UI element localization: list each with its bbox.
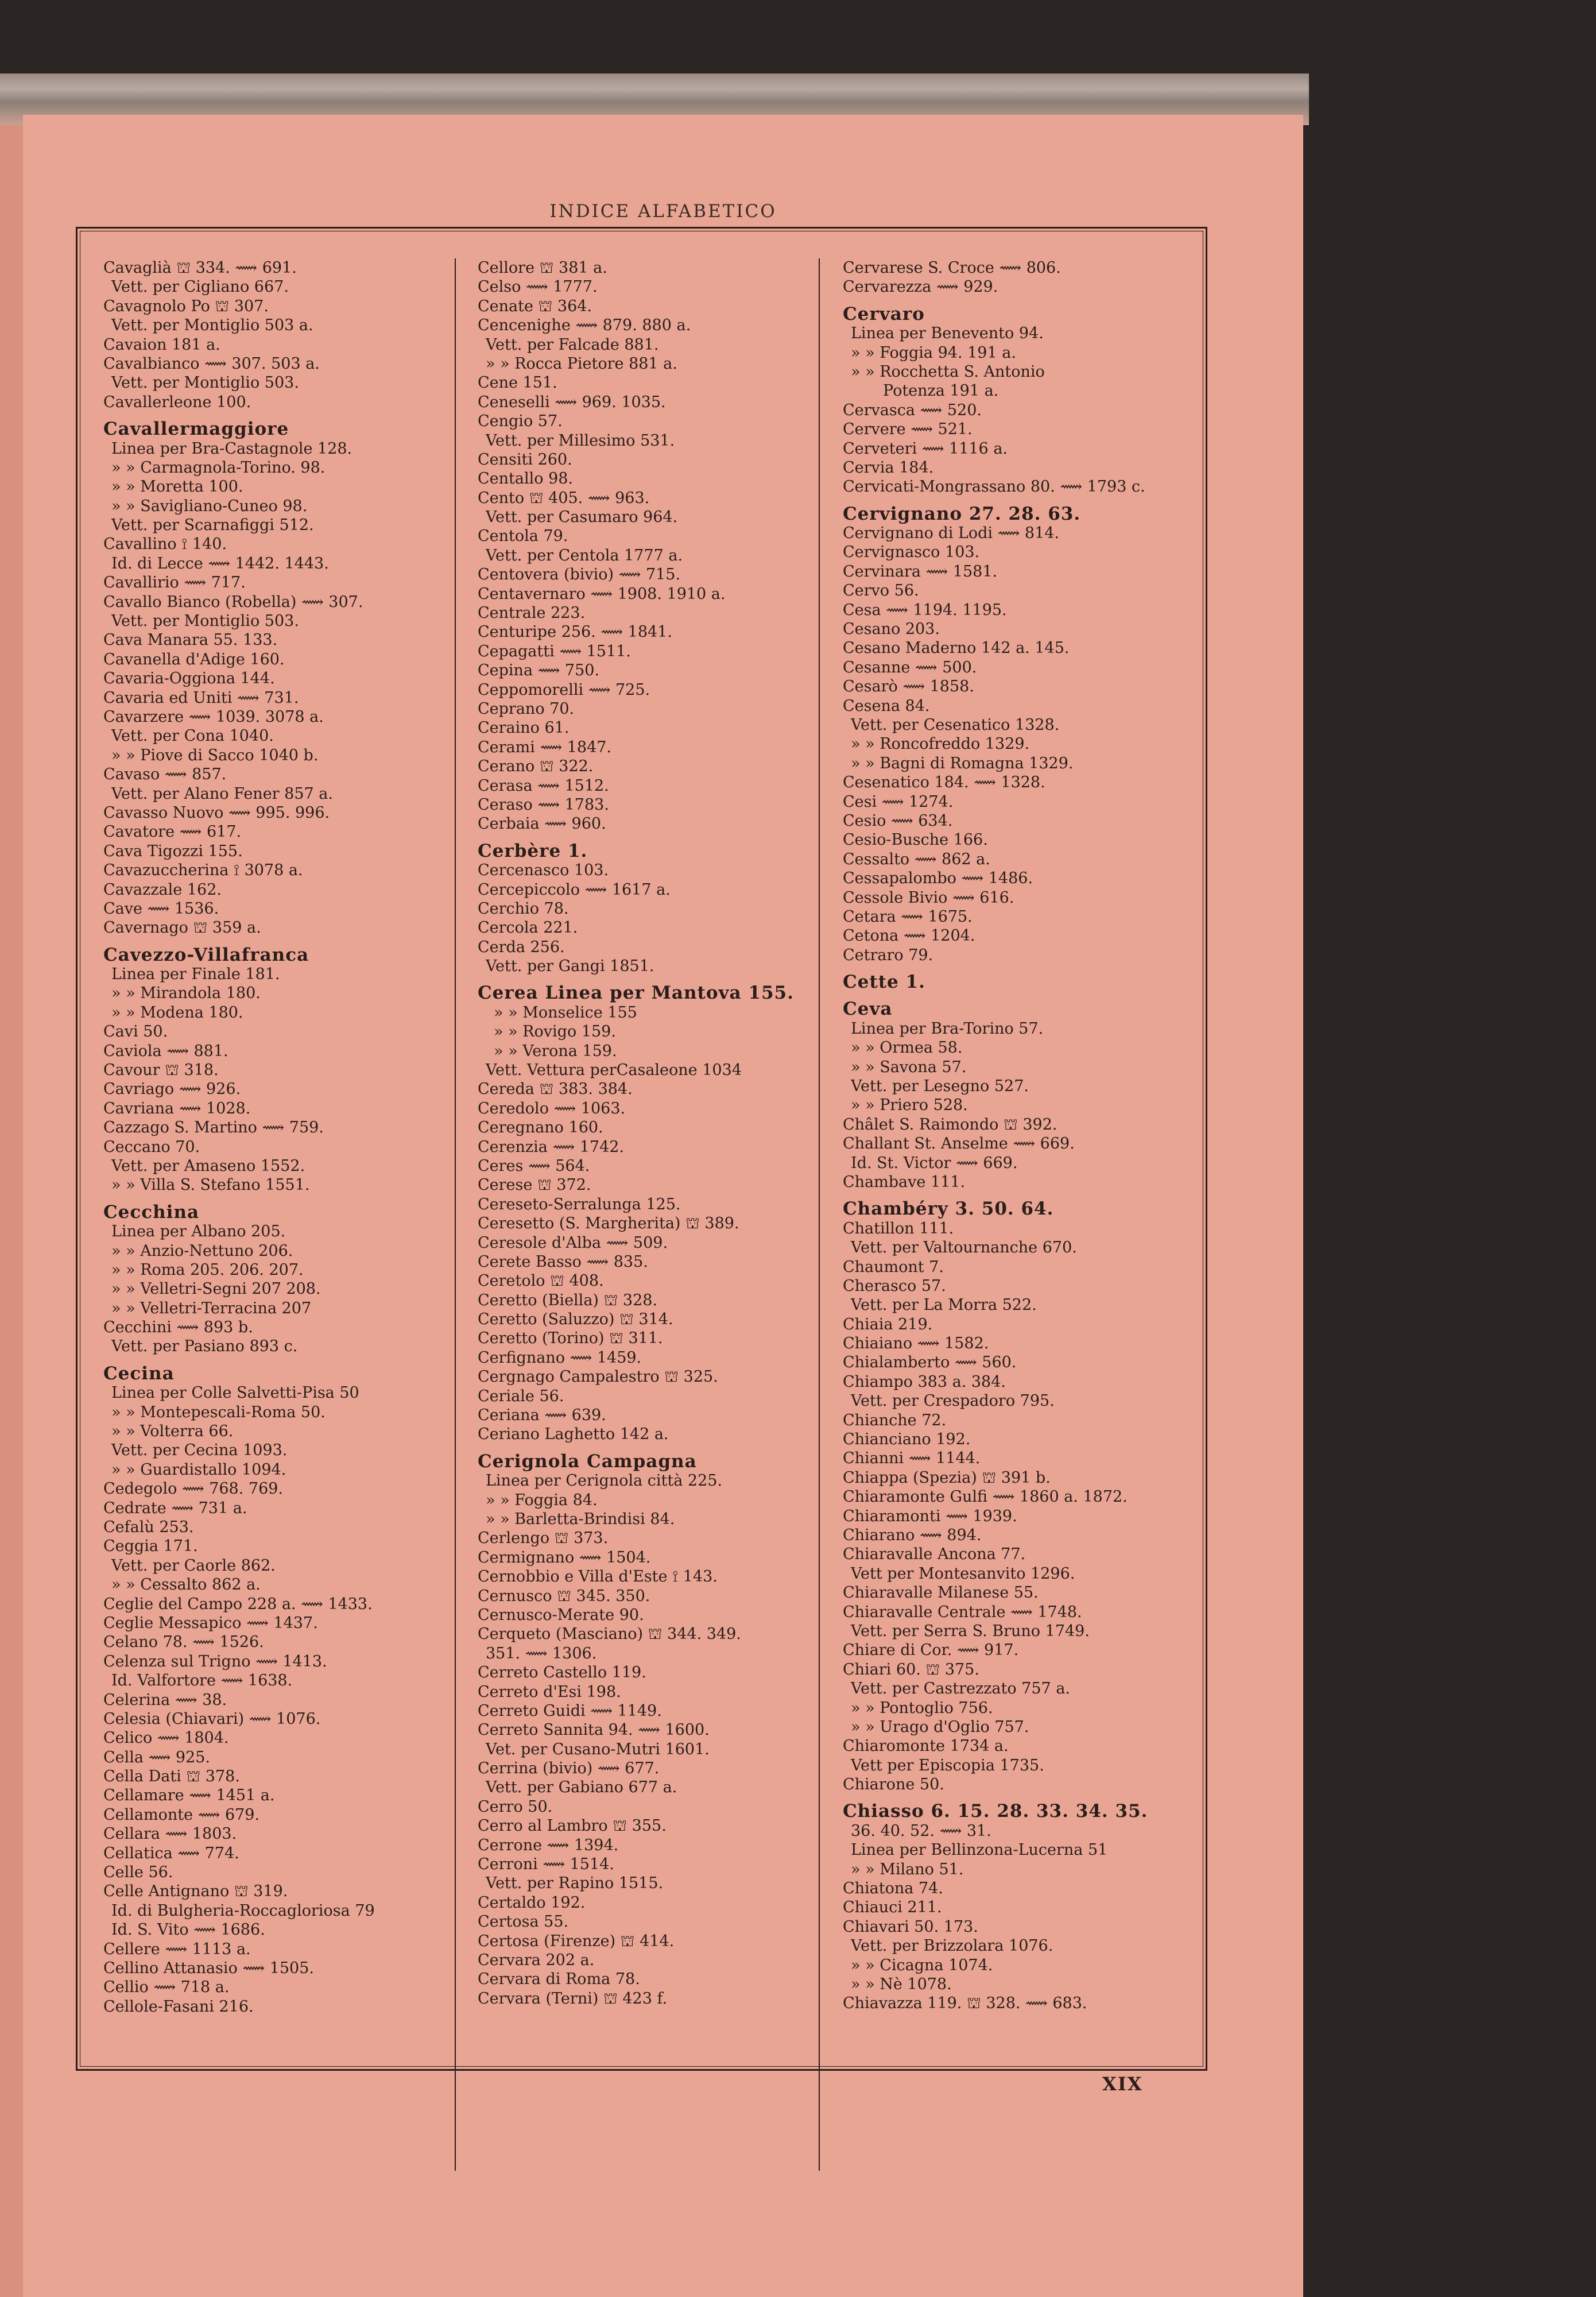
- index-entry: Vett. per Centola 1777 a.: [486, 546, 683, 564]
- index-entry: Vett. per Cona 1040.: [111, 727, 274, 745]
- index-entry: » » Carmagnola-Torino. 98.: [111, 458, 326, 477]
- index-heading: Cerea Linea per Mantova 155.: [478, 984, 794, 1003]
- index-entry: Cellamare ⟿ 1451 a.: [103, 1786, 275, 1805]
- index-entry: Cessalto ⟿ 862 a.: [843, 850, 990, 868]
- index-entry: Cercenasco 103.: [478, 861, 609, 880]
- index-entry: Cesio-Busche 166.: [843, 831, 988, 849]
- index-entry: Ceppomorelli ⟿ 725.: [478, 680, 650, 699]
- index-entry: Ceriano Laghetto 142 a.: [478, 1425, 669, 1444]
- index-entry: » » Roncofreddo 1329.: [851, 735, 1030, 753]
- index-entry: Chiaia 219.: [843, 1315, 933, 1333]
- index-entry: Linea per Albano 205.: [111, 1223, 286, 1241]
- index-entry: Ceres ⟿ 564.: [478, 1157, 590, 1175]
- index-entry: Caviola ⟿ 881.: [103, 1042, 228, 1060]
- index-entry: Cesarò ⟿ 1858.: [843, 678, 974, 696]
- index-entry: Cavour ⛫ 318.: [103, 1061, 219, 1080]
- index-entry: Cervarezza ⟿ 929.: [843, 278, 998, 296]
- index-entry: Chiaramonte Gulfi ⟿ 1860 a. 1872.: [843, 1488, 1128, 1506]
- index-entry: Vett. per Millesimo 531.: [486, 431, 675, 450]
- index-entry: Cavernago ⛫ 359 a.: [103, 919, 261, 937]
- index-entry: Chiaiano ⟿ 1582.: [843, 1335, 989, 1353]
- index-entry: Cene 151.: [478, 374, 557, 392]
- index-entry: Cerchio 78.: [478, 899, 569, 918]
- index-entry: Cavriana ⟿ 1028.: [103, 1099, 251, 1117]
- index-entry: Celso ⟿ 1777.: [478, 278, 598, 296]
- index-entry: » » Monselice 155: [494, 1003, 637, 1022]
- index-heading: Cecchina: [103, 1202, 200, 1223]
- index-entry: Chiaramonti ⟿ 1939.: [843, 1507, 1017, 1525]
- index-entry: Chialamberto ⟿ 560.: [843, 1354, 1017, 1372]
- index-entry: Cerfignano ⟿ 1459.: [478, 1348, 642, 1367]
- index-entry: » » Foggia 84.: [486, 1491, 598, 1509]
- index-entry: Ceretto (Biella) ⛫ 328.: [478, 1291, 658, 1309]
- index-entry: Cavanella d'Adige 160.: [103, 650, 285, 668]
- index-entry: Ceprano 70.: [478, 699, 575, 718]
- index-entry: Cessole Bivio ⟿ 616.: [843, 888, 1014, 907]
- index-entry: Cernusco-Merate 90.: [478, 1606, 644, 1624]
- index-entry: Chiare di Cor. ⟿ 917.: [843, 1641, 1019, 1660]
- index-entry: Centavernaro ⟿ 1908. 1910 a.: [478, 585, 726, 603]
- index-entry: Ceresole d'Alba ⟿ 509.: [478, 1233, 668, 1252]
- index-entry: Cefalù 253.: [103, 1518, 194, 1536]
- index-entry: Centallo 98.: [478, 470, 574, 488]
- index-entry: Chiatona 74.: [843, 1880, 943, 1898]
- index-entry: Centola 79.: [478, 527, 568, 546]
- index-entry: Cavaso ⟿ 857.: [103, 765, 227, 784]
- index-entry: Cervere ⟿ 521.: [843, 420, 973, 439]
- index-entry: Cerenzia ⟿ 1742.: [478, 1138, 625, 1156]
- index-entry: Celico ⟿ 1804.: [103, 1729, 229, 1747]
- index-entry: » » Foggia 94. 191 a.: [851, 343, 1016, 362]
- index-entry: Cetara ⟿ 1675.: [843, 907, 973, 926]
- book-page: [23, 115, 1303, 2297]
- index-entry: » » Anzio-Nettuno 206.: [111, 1242, 293, 1260]
- index-entry: Ceggia 171.: [103, 1537, 198, 1556]
- index-entry: Celesia (Chiavari) ⟿ 1076.: [103, 1710, 321, 1728]
- index-entry: Cella ⟿ 925.: [103, 1748, 210, 1766]
- index-entry: Cerrone ⟿ 1394.: [478, 1836, 619, 1854]
- index-entry: Vett. per Rapino 1515.: [486, 1874, 664, 1893]
- index-entry: Vett. per Montiglio 503.: [111, 612, 299, 631]
- index-entry: Cervarese S. Croce ⟿ 806.: [843, 259, 1061, 277]
- index-entry: Cereseto-Serralunga 125.: [478, 1195, 681, 1213]
- index-entry: Chiampo 383 a. 384.: [843, 1372, 1006, 1391]
- index-entry: Cervasca ⟿ 520.: [843, 401, 982, 419]
- index-heading: Cervignano 27. 28. 63.: [843, 504, 1081, 524]
- index-entry: Vett. per La Morra 522.: [851, 1296, 1037, 1314]
- index-entry: » » Savona 57.: [851, 1058, 967, 1076]
- index-entry: » » Montepescali-Roma 50.: [111, 1403, 326, 1421]
- index-entry: Chiauci 211.: [843, 1898, 942, 1917]
- index-entry: Ceretto (Torino) ⛫ 311.: [478, 1329, 663, 1348]
- index-entry: Chianciano 192.: [843, 1430, 971, 1449]
- index-entry: Cerveteri ⟿ 1116 a.: [843, 439, 1008, 458]
- index-entry: Cervo 56.: [843, 582, 919, 600]
- index-entry: Ceraso ⟿ 1783.: [478, 795, 609, 814]
- index-entry: Id. Valfortore ⟿ 1638.: [111, 1672, 293, 1690]
- index-entry: Ceraino 61.: [478, 719, 570, 737]
- index-entry: Cerro al Lambro ⛫ 355.: [478, 1817, 667, 1835]
- index-entry: Cavallerleone 100.: [103, 393, 251, 411]
- index-entry: Cerami ⟿ 1847.: [478, 738, 612, 756]
- index-entry: » » Barletta-Brindisi 84.: [486, 1510, 675, 1528]
- index-entry: Chiaravalle Milanese 55.: [843, 1584, 1039, 1602]
- index-entry: Cernusco ⛫ 345. 350.: [478, 1587, 650, 1605]
- index-entry: Cerete Basso ⟿ 835.: [478, 1252, 648, 1271]
- index-entry: Ceredolo ⟿ 1063.: [478, 1099, 626, 1117]
- index-entry: Chiaravalle Centrale ⟿ 1748.: [843, 1603, 1082, 1621]
- index-entry: » » Savigliano-Cuneo 98.: [111, 497, 308, 515]
- index-entry: Centuripe 256. ⟿ 1841.: [478, 623, 672, 641]
- index-entry: Cervia 184.: [843, 458, 934, 477]
- index-heading: Cervaro: [843, 304, 925, 324]
- index-heading: Cavezzo-Villafranca: [103, 945, 309, 965]
- index-entry: Cellole-Fasani 216.: [103, 1997, 254, 2016]
- index-entry: Id. S. Vito ⟿ 1686.: [111, 1921, 265, 1939]
- index-heading: Cerignola Campagna: [478, 1452, 697, 1472]
- index-entry: Ceriale 56.: [478, 1387, 564, 1405]
- index-entry: Cerreto Sannita 94. ⟿ 1600.: [478, 1721, 710, 1739]
- index-entry: Linea per Bellinzona-Lucerna 51: [851, 1841, 1108, 1859]
- index-entry: Ceretto (Saluzzo) ⛫ 314.: [478, 1310, 673, 1329]
- index-entry: Cecchini ⟿ 893 b.: [103, 1318, 253, 1337]
- index-entry: Cavi 50.: [103, 1023, 168, 1041]
- index-entry: Cellino Attanasio ⟿ 1505.: [103, 1959, 314, 1977]
- index-entry: Cerrina (bivio) ⟿ 677.: [478, 1760, 660, 1778]
- index-entry: Cerreto Castello 119.: [478, 1664, 646, 1682]
- index-entry: Cervicati-Mongrassano 80. ⟿ 1793 c.: [843, 478, 1145, 496]
- index-entry: Chianni ⟿ 1144.: [843, 1449, 981, 1468]
- index-heading: Ceva: [843, 1000, 893, 1019]
- index-entry: Cerqueto (Masciano) ⛫ 344. 349.: [478, 1625, 741, 1644]
- index-entry: » » Bagni di Romagna 1329.: [851, 754, 1074, 772]
- index-entry: Ceglie del Campo 228 a. ⟿ 1433.: [103, 1595, 373, 1613]
- index-entry: Vett. per Gangi 1851.: [486, 957, 654, 976]
- index-entry: Cerro 50.: [478, 1797, 553, 1816]
- index-entry: » » Milano 51.: [851, 1860, 964, 1878]
- index-column-2: [455, 258, 818, 2171]
- index-entry: Cerroni ⟿ 1514.: [478, 1855, 614, 1874]
- index-entry: Vett. per Cigliano 667.: [111, 278, 289, 296]
- index-entry: Celerina ⟿ 38.: [103, 1691, 227, 1709]
- index-entry: Cergnago Campalestro ⛫ 325.: [478, 1368, 718, 1386]
- index-entry: » » Priero 528.: [851, 1096, 968, 1115]
- index-entry: Cessapalombo ⟿ 1486.: [843, 869, 1033, 888]
- index-entry: Cave ⟿ 1536.: [103, 899, 219, 918]
- index-entry: » » Modena 180.: [111, 1003, 243, 1022]
- index-heading: Chambéry 3. 50. 64.: [843, 1200, 1054, 1219]
- index-entry: Cermignano ⟿ 1504.: [478, 1548, 651, 1567]
- index-entry: Vett per Montesanvito 1296.: [851, 1564, 1075, 1583]
- index-entry: Chianche 72.: [843, 1411, 947, 1429]
- index-entry: Chiaromonte 1734 a.: [843, 1737, 1009, 1755]
- index-entry: Vett. per Cesenatico 1328.: [851, 716, 1060, 734]
- index-entry: Cavaria-Oggiona 144.: [103, 670, 275, 688]
- index-entry: Challant St. Anselme ⟿ 669.: [843, 1135, 1075, 1153]
- index-entry: Cetona ⟿ 1204.: [843, 927, 975, 945]
- index-heading: Cette 1.: [843, 973, 925, 992]
- index-entry: » » Piove di Sacco 1040 b.: [111, 746, 319, 764]
- index-entry: Cavasso Nuovo ⟿ 995. 996.: [103, 803, 330, 822]
- index-entry: » » Nè 1078.: [851, 1975, 952, 1993]
- index-entry: Cesa ⟿ 1194. 1195.: [843, 601, 1007, 619]
- index-entry: Cellere ⟿ 1113 a.: [103, 1940, 251, 1958]
- index-entry: Cerano ⛫ 322.: [478, 757, 594, 776]
- index-entry: Chiarano ⟿ 894.: [843, 1526, 982, 1544]
- index-entry: Cavallirio ⟿ 717.: [103, 574, 246, 592]
- index-entry: Cellamonte ⟿ 679.: [103, 1805, 260, 1824]
- index-entry: Cavalbianco ⟿ 307. 503 a.: [103, 354, 320, 373]
- index-entry: » » Cessalto 862 a.: [111, 1576, 261, 1594]
- index-entry: Certosa (Firenze) ⛫ 414.: [478, 1932, 675, 1950]
- index-entry: Linea per Colle Salvetti-Pisa 50: [111, 1384, 359, 1402]
- index-entry: Celle Antignano ⛫ 319.: [103, 1882, 288, 1901]
- index-entry: Linea per Finale 181.: [111, 965, 280, 984]
- index-entry: Cavallino ⟟ 140.: [103, 535, 227, 554]
- index-entry: Châlet S. Raimondo ⛫ 392.: [843, 1115, 1057, 1134]
- index-entry: Cervara 202 a.: [478, 1951, 595, 1969]
- index-entry: Vett. per Crespadoro 795.: [851, 1392, 1055, 1410]
- index-entry: » » Rocca Pietore 881 a.: [486, 354, 677, 373]
- index-entry: Cellara ⟿ 1803.: [103, 1825, 237, 1843]
- index-entry: Cesanne ⟿ 500.: [843, 658, 977, 676]
- index-entry: Cervinara ⟿ 1581.: [843, 562, 998, 581]
- index-entry: Vett. per Casumaro 964.: [486, 508, 678, 527]
- index-entry: Cerreto d'Esi 198.: [478, 1683, 621, 1701]
- index-entry: Id. di Bulgheria-Roccagloriosa 79: [111, 1901, 375, 1920]
- index-entry: Cepina ⟿ 750.: [478, 662, 600, 680]
- index-entry: Vett. per Amaseno 1552.: [111, 1157, 305, 1175]
- index-entry: Cervara di Roma 78.: [478, 1970, 640, 1989]
- index-entry: Celano 78. ⟿ 1526.: [103, 1633, 264, 1652]
- index-entry: Cerda 256.: [478, 938, 565, 956]
- index-entry: Cellore ⛫ 381 a.: [478, 259, 607, 277]
- index-entry: Ceriana ⟿ 639.: [478, 1406, 606, 1425]
- index-entry: Cedegolo ⟿ 768. 769.: [103, 1480, 284, 1498]
- index-entry: Vett. per Scarnafiggi 512.: [111, 516, 314, 535]
- index-entry: Chambave 111.: [843, 1173, 966, 1191]
- index-entry: » » Pontoglio 756.: [851, 1699, 993, 1717]
- index-entry: Vet. per Cusano-Mutri 1601.: [486, 1740, 710, 1758]
- index-entry: Cava Manara 55. 133.: [103, 631, 278, 649]
- index-entry: Cazzago S. Martino ⟿ 759.: [103, 1119, 324, 1137]
- index-entry: » » Rovigo 159.: [494, 1023, 616, 1041]
- index-entry: Cavriago ⟿ 926.: [103, 1080, 241, 1099]
- index-entry: Vett. per Alano Fener 857 a.: [111, 784, 333, 803]
- index-entry: Vett. per Cecina 1093.: [111, 1441, 288, 1460]
- index-entry: » » Verona 159.: [494, 1042, 617, 1060]
- index-entry: » » Velletri-Segni 207 208.: [111, 1280, 321, 1298]
- index-entry: Linea per Bra-Torino 57.: [851, 1019, 1044, 1038]
- index-entry: Vett per Episcopia 1735.: [851, 1756, 1044, 1774]
- index-entry: » » Villa S. Stefano 1551.: [111, 1176, 310, 1194]
- index-entry: Cepagatti ⟿ 1511.: [478, 642, 631, 660]
- index-entry: Id. di Lecce ⟿ 1442. 1443.: [111, 554, 329, 573]
- index-entry: Censiti 260.: [478, 450, 572, 469]
- index-entry: Celle 56.: [103, 1863, 173, 1882]
- index-entry: Ceneselli ⟿ 969. 1035.: [478, 393, 666, 411]
- index-entry: Cencenighe ⟿ 879. 880 a.: [478, 316, 691, 335]
- index-entry: Cherasco 57.: [843, 1277, 946, 1295]
- index-entry: Linea per Benevento 94.: [851, 324, 1044, 343]
- index-entry: Cavazuccherina ⟟ 3078 a.: [103, 861, 303, 880]
- index-entry: Vett. per Lesegno 527.: [851, 1077, 1029, 1096]
- index-entry: Cavazzale 162.: [103, 880, 222, 899]
- index-entry: Chatillon 111.: [843, 1219, 954, 1238]
- index-entry: Ceretolo ⛫ 408.: [478, 1272, 604, 1290]
- index-entry: Chiari 60. ⛫ 375.: [843, 1660, 979, 1679]
- page-number: XIX: [1102, 2073, 1143, 2095]
- index-entry: Cereda ⛫ 383. 384.: [478, 1080, 633, 1099]
- index-entry: Cerbaia ⟿ 960.: [478, 815, 606, 833]
- index-entry: Ceglie Messapico ⟿ 1437.: [103, 1614, 318, 1632]
- index-entry: Ceresetto (S. Margherita) ⛫ 389.: [478, 1215, 739, 1233]
- index-entry: » » Volterra 66.: [111, 1422, 234, 1441]
- index-entry: Cesio ⟿ 634.: [843, 811, 953, 830]
- index-entry: Cesenatico 184. ⟿ 1328.: [843, 774, 1045, 792]
- index-entry: 36. 40. 52. ⟿ 31.: [851, 1822, 991, 1840]
- index-entry: Cengio 57.: [478, 412, 563, 431]
- index-entry: Potenza 191 a.: [883, 382, 999, 400]
- index-entry: Cavallo Bianco (Robella) ⟿ 307.: [103, 593, 363, 611]
- index-heading: Cavallermaggiore: [103, 420, 289, 439]
- index-entry: Certaldo 192.: [478, 1893, 586, 1912]
- index-column-3: [819, 258, 1192, 2171]
- index-entry: Cedrate ⟿ 731 a.: [103, 1499, 247, 1517]
- index-entry: Cella Dati ⛫ 378.: [103, 1768, 240, 1786]
- index-entry: Centovera (bivio) ⟿ 715.: [478, 566, 681, 584]
- index-entry: Linea per Cerignola città 225.: [486, 1472, 723, 1490]
- index-entry: Cenate ⛫ 364.: [478, 297, 592, 315]
- index-heading: Chiasso 6. 15. 28. 33. 34. 35.: [843, 1802, 1148, 1822]
- index-entry: Cesi ⟿ 1274.: [843, 792, 954, 811]
- index-entry: Chiarone 50.: [843, 1776, 944, 1794]
- index-entry: Linea per Bra-Castagnole 128.: [111, 439, 352, 458]
- index-entry: » » Velletri-Terracina 207: [111, 1299, 312, 1317]
- index-entry: » » Roma 205. 206. 207.: [111, 1260, 304, 1279]
- index-entry: Cerreto Guidi ⟿ 1149.: [478, 1702, 662, 1720]
- index-entry: Cavaria ed Uniti ⟿ 731.: [103, 689, 299, 707]
- index-entry: » » Moretta 100.: [111, 478, 243, 496]
- index-entry: 351. ⟿ 1306.: [486, 1644, 597, 1662]
- index-entry: Centrale 223.: [478, 604, 586, 622]
- index-entry: Cerlengo ⛫ 373.: [478, 1529, 609, 1548]
- index-entry: Vett. per Caorle 862.: [111, 1556, 276, 1575]
- index-entry: Cavarzere ⟿ 1039. 3078 a.: [103, 707, 324, 726]
- index-entry: Cervara (Terni) ⛫ 423 f.: [478, 1989, 668, 2008]
- index-entry: » » Guardistallo 1094.: [111, 1460, 286, 1479]
- index-entry: » » Urago d'Oglio 757.: [851, 1718, 1029, 1736]
- index-entry: Cavaion 181 a.: [103, 335, 220, 354]
- index-entry: Cerese ⛫ 372.: [478, 1176, 591, 1194]
- index-entry: Cavatore ⟿ 617.: [103, 823, 242, 841]
- index-entry: Chiaravalle Ancona 77.: [843, 1545, 1026, 1564]
- index-entry: » » Cicagna 1074.: [851, 1956, 993, 1974]
- index-entry: Chiavari 50. 173.: [843, 1917, 978, 1936]
- index-entry: Vett. per Pasiano 893 c.: [111, 1337, 298, 1356]
- index-entry: Vett. per Brizzolara 1076.: [851, 1937, 1053, 1955]
- index-entry: Cesena 84.: [843, 697, 930, 715]
- index-entry: Vett. per Gabiano 677 a.: [486, 1778, 677, 1797]
- index-entry: Cercola 221.: [478, 919, 578, 937]
- index-entry: Vett. per Montiglio 503.: [111, 374, 299, 392]
- index-entry: Cellio ⟿ 718 a.: [103, 1978, 230, 1997]
- index-entry: Ceccano 70.: [103, 1138, 200, 1156]
- index-entry: » » Rocchetta S. Antonio: [851, 362, 1045, 381]
- index-entry: Cervignano di Lodi ⟿ 814.: [843, 524, 1060, 543]
- running-header: INDICE ALFABETICO: [549, 201, 777, 222]
- index-entry: Chiavazza 119. ⛫ 328. ⟿ 683.: [843, 1994, 1087, 2013]
- index-entry: Id. St. Victor ⟿ 669.: [851, 1154, 1018, 1172]
- index-entry: Cernobbio e Villa d'Este ⟟ 143.: [478, 1568, 718, 1586]
- index-entry: Cava Tigozzi 155.: [103, 842, 243, 860]
- index-entry: Ceregnano 160.: [478, 1119, 603, 1137]
- index-entry: Vett. per Valtournanche 670.: [851, 1239, 1077, 1257]
- index-entry: Cesano 203.: [843, 620, 940, 639]
- index-entry: Chiappa (Spezia) ⛫ 391 b.: [843, 1468, 1051, 1487]
- index-entry: Vett. Vettura perCasaleone 1034: [486, 1061, 742, 1080]
- index-entry: Vett. per Falcade 881.: [486, 335, 659, 354]
- index-column-1: [98, 258, 454, 2171]
- index-heading: Cerbère 1.: [478, 841, 588, 861]
- index-entry: » » Mirandola 180.: [111, 984, 261, 1003]
- index-entry: » » Ormea 58.: [851, 1039, 963, 1057]
- index-entry: Cesano Maderno 142 a. 145.: [843, 639, 1070, 658]
- index-entry: Cavaglià ⛫ 334. ⟿ 691.: [103, 259, 297, 277]
- index-entry: Certosa 55.: [478, 1913, 569, 1931]
- index-entry: Cerasa ⟿ 1512.: [478, 776, 609, 795]
- index-entry: Cavagnolo Po ⛫ 307.: [103, 297, 269, 315]
- index-entry: Cercepiccolo ⟿ 1617 a.: [478, 880, 671, 899]
- index-entry: Vett. per Montiglio 503 a.: [111, 316, 313, 335]
- index-entry: Cetraro 79.: [843, 946, 933, 964]
- index-entry: Vett. per Castrezzato 757 a.: [851, 1680, 1070, 1698]
- index-heading: Cecina: [103, 1364, 175, 1384]
- index-entry: Chaumont 7.: [843, 1258, 944, 1276]
- index-entry: Celenza sul Trigno ⟿ 1413.: [103, 1652, 327, 1670]
- index-entry: Cervignasco 103.: [843, 543, 980, 562]
- index-entry: Cento ⛫ 405. ⟿ 963.: [478, 489, 650, 507]
- index-entry: Vett. per Serra S. Bruno 1749.: [851, 1622, 1090, 1640]
- index-entry: Cellatica ⟿ 774.: [103, 1844, 239, 1862]
